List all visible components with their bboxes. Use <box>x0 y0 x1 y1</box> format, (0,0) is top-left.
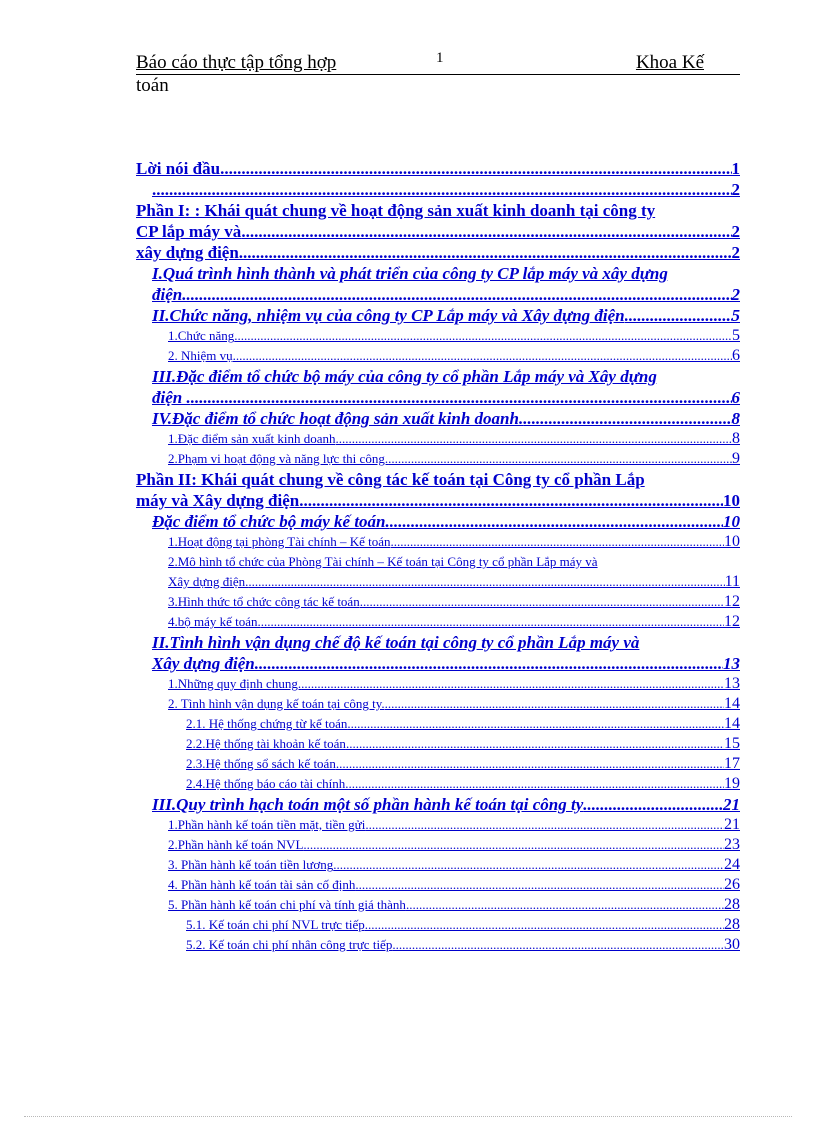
toc-entry[interactable]: 2.1. Hệ thống chứng từ kế toán ..... 14 <box>136 714 740 734</box>
table-of-contents <box>136 158 740 955</box>
toc-entry[interactable]: xây dựng điện. ..... 2 <box>136 242 740 263</box>
toc-entry[interactable]: 1.Chức năng ..... 5 <box>136 326 740 346</box>
toc-entry[interactable]: 1.Hoạt động tại phòng Tài chính – Kế toán ..... 10 <box>136 532 740 552</box>
toc-entry-line1[interactable]: I.Quá trình hình thành và phát triển của công ty CP lắp máy và xây dựng <box>152 264 668 283</box>
toc-entry[interactable]: Lời nói đầu ..... 1 <box>136 158 740 179</box>
toc-entry-line1[interactable]: Phần I: : Khái quát chung về hoạt động sản xuất kinh doanh tại công ty <box>136 201 656 220</box>
toc-entry[interactable]: điện. ..... 2 <box>136 284 740 305</box>
toc-entry[interactable]: 5.1. Kế toán chi phí NVL trực tiếp ..... 28 <box>136 915 740 935</box>
toc-entry[interactable]: 2. Tình hình vận dụng kế toán tại công ty. ..... 14 <box>136 694 740 714</box>
toc-entry[interactable]: 3. Phần hành kế toán tiền lương ..... 24 <box>136 855 740 875</box>
toc-entry[interactable]: 4. Phần hành kế toán tài sản cố định ..... 26 <box>136 875 740 895</box>
toc-entry-line1[interactable]: II.Tình hình vận dụng chế độ kế toán tại công ty cổ phần Lắp máy và <box>152 633 640 652</box>
header-department: Khoa Kế <box>635 52 704 73</box>
toc-entry[interactable]: 5.2. Kế toán chi phí nhân công trực tiếp ..... 30 <box>136 935 740 955</box>
toc-entry[interactable]: CP lắp máy và ..... 2 <box>136 221 740 242</box>
toc-entry[interactable]: ..... 2 <box>136 179 740 200</box>
toc-entry-line1[interactable]: 2.Mô hình tổ chức của Phòng Tài chính – Kế toán tại Công ty cổ phần Lắp máy và <box>168 554 598 569</box>
toc-entry[interactable]: 1.Đặc điểm sản xuất kinh doanh ..... 8 <box>136 429 740 449</box>
toc-entry[interactable]: 2.Phần hành kế toán NVL ..... 23 <box>136 835 740 855</box>
toc-entry[interactable]: IV.Đặc điểm tổ chức hoạt động sản xuất kinh doanh. ..... 8 <box>136 408 740 429</box>
page-header <box>136 52 740 75</box>
toc-entry[interactable]: 3.Hình thức tổ chức công tác kế toán ..... 12 <box>136 592 740 612</box>
toc-entry[interactable]: 4.bộ máy kế toán. ..... 12 <box>136 612 740 632</box>
toc-entry[interactable]: III.Quy trình hạch toán một số phần hành kế toán tại công ty ..... 21 <box>136 794 740 815</box>
toc-entry[interactable]: 2.Phạm vi hoạt động và năng lực thi công. ..... 9 <box>136 449 740 469</box>
toc-entry[interactable]: máy và Xây dựng điện. ..... 10 <box>136 490 740 511</box>
toc-entry-line1[interactable]: III.Đặc điểm tổ chức bộ máy của công ty cổ phần Lắp máy và Xây dựng <box>152 367 657 386</box>
toc-entry[interactable]: 5. Phần hành kế toán chi phí và tính giá thành ..... 28 <box>136 895 740 915</box>
header-title: Báo cáo thực tập tổng hợp <box>136 52 337 73</box>
page-number: 1 <box>436 50 444 66</box>
toc-entry[interactable]: Đặc điểm tổ chức bộ máy kế toán. ..... 10 <box>136 511 740 532</box>
toc-entry[interactable]: 1.Phần hành kế toán tiền mặt, tiền gửi ..... 21 <box>136 815 740 835</box>
toc-entry[interactable]: 2.2.Hệ thống tài khoản kế toán ..... 15 <box>136 734 740 754</box>
toc-entry[interactable]: 1.Những quy định chung. ..... 13 <box>136 674 740 694</box>
toc-entry[interactable]: II.Chức năng, nhiệm vụ của công ty CP Lắp máy và Xây dựng điện ..... 5 <box>136 305 740 326</box>
toc-entry-line1[interactable]: Phần II: Khái quát chung về công tác kế toán tại Công ty cổ phần Lắp <box>136 470 645 489</box>
toc-entry[interactable]: Xây dựng điện. ..... 13 <box>136 653 740 674</box>
toc-entry[interactable]: 2. Nhiệm vụ ..... 6 <box>136 346 740 366</box>
toc-entry[interactable]: Xây dựng điện. ..... 11 <box>136 572 740 592</box>
header-continuation: toán <box>136 75 169 96</box>
page-bottom-divider <box>24 1116 792 1117</box>
toc-entry[interactable]: 2.3.Hệ thống sổ sách kế toán ..... 17 <box>136 754 740 774</box>
toc-entry[interactable]: điện . ..... 6 <box>136 387 740 408</box>
toc-entry[interactable]: 2.4.Hệ thống báo cáo tài chính. ..... 19 <box>136 774 740 794</box>
